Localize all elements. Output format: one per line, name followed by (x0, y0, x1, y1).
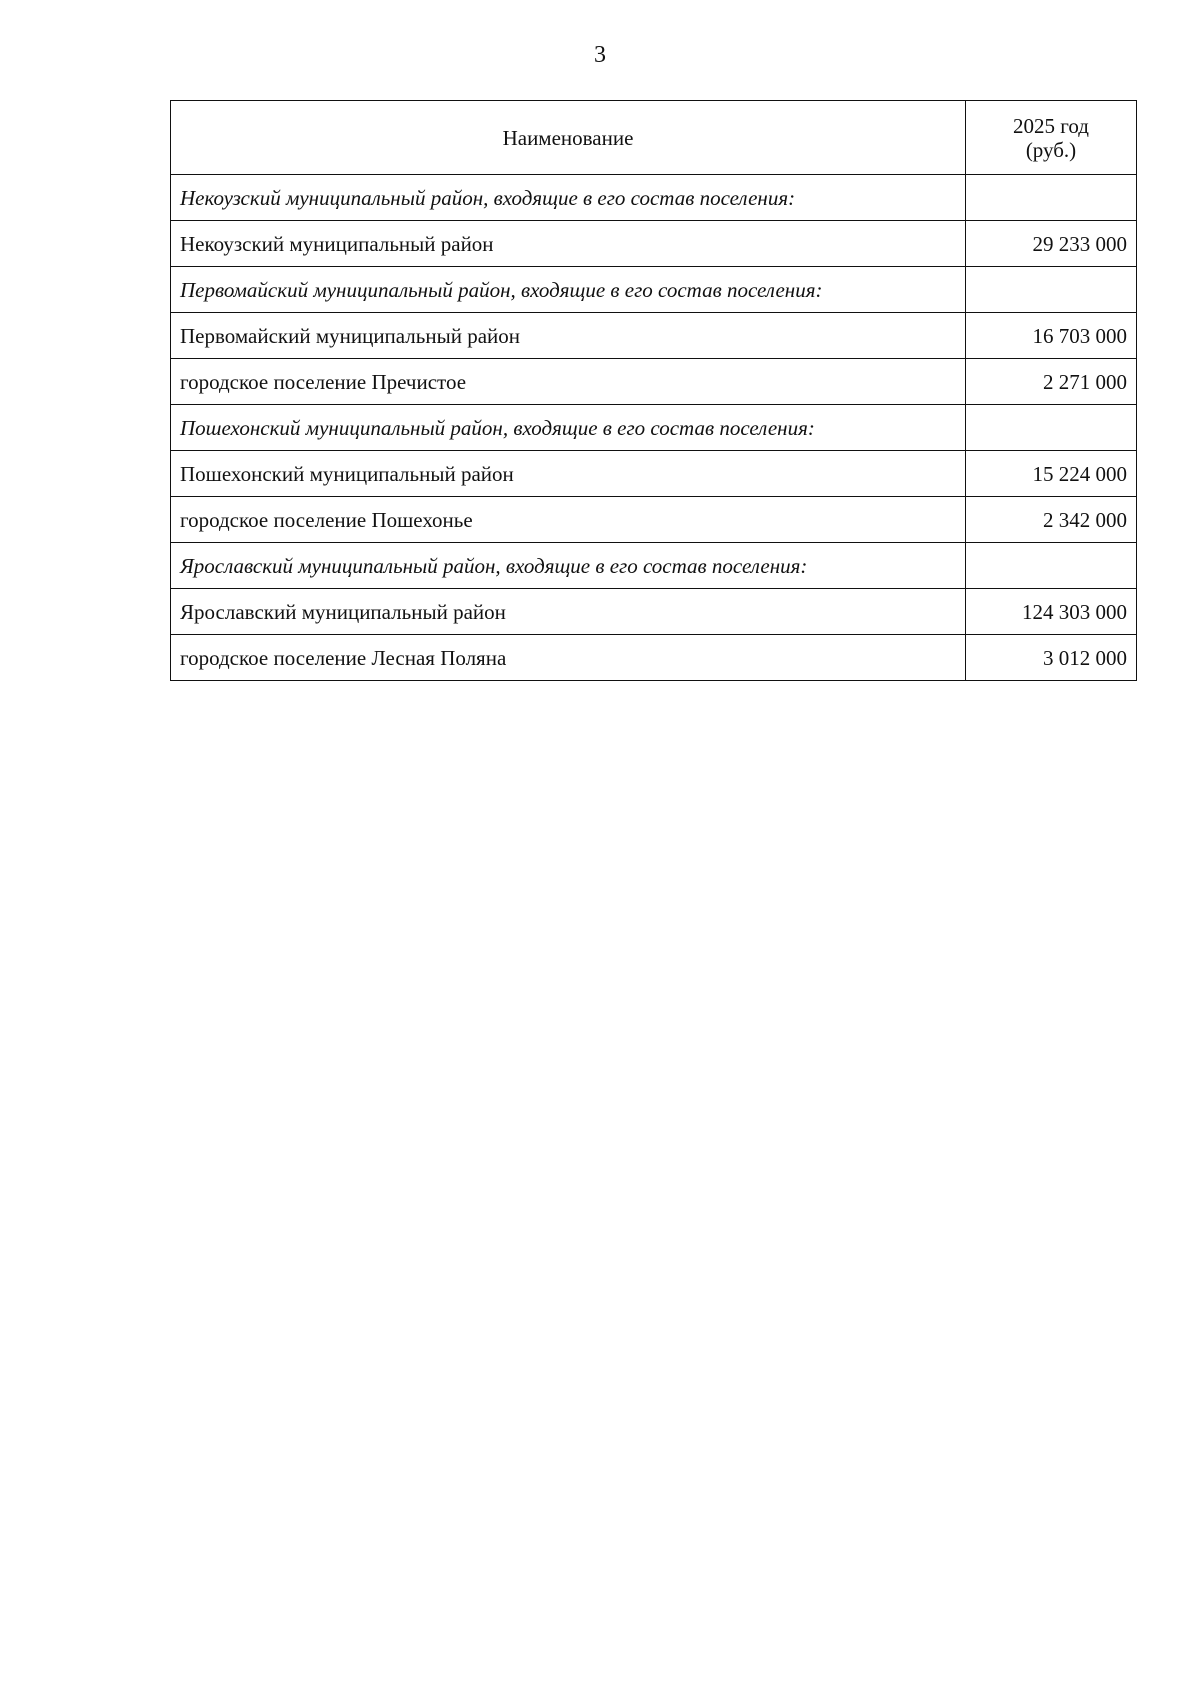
row-amount: 29 233 000 (966, 221, 1137, 267)
row-amount (966, 405, 1137, 451)
row-name: Первомайский муниципальный район (171, 313, 966, 359)
row-name: Ярославский муниципальный район (171, 589, 966, 635)
row-amount: 3 012 000 (966, 635, 1137, 681)
row-name: городское поселение Пречистое (171, 359, 966, 405)
row-amount: 124 303 000 (966, 589, 1137, 635)
row-amount (966, 175, 1137, 221)
page-number: 3 (594, 42, 606, 68)
row-name: Пошехонский муниципальный район (171, 451, 966, 497)
row-name: Некоузский муниципальный район, входящие в его состав поселения: (171, 175, 966, 221)
table-row-group (171, 175, 1137, 221)
row-name: городское поселение Лесная Поляна (171, 635, 966, 681)
row-name: городское поселение Пошехонье (171, 497, 966, 543)
column-header-year: 2025 год (1013, 113, 1089, 138)
row-amount (966, 267, 1137, 313)
row-amount: 2 271 000 (966, 359, 1137, 405)
table-row-group (171, 267, 1137, 313)
row-amount: 16 703 000 (966, 313, 1137, 359)
row-name: Пошехонский муниципальный район, входящие в его состав поселения: (171, 405, 966, 451)
table-row (171, 359, 1137, 405)
table-row (171, 451, 1137, 497)
table-row-group (171, 543, 1137, 589)
table-row (171, 221, 1137, 267)
row-name: Первомайский муниципальный район, входящие в его состав поселения: (171, 267, 966, 313)
row-amount: 2 342 000 (966, 497, 1137, 543)
row-amount (966, 543, 1137, 589)
table-row (171, 635, 1137, 681)
table-header-row (171, 101, 1137, 175)
table-row (171, 589, 1137, 635)
row-amount: 15 224 000 (966, 451, 1137, 497)
row-name: Ярославский муниципальный район, входящие в его состав поселения: (171, 543, 966, 589)
table-row-group (171, 405, 1137, 451)
table-row (171, 313, 1137, 359)
column-header-amount (966, 101, 1137, 175)
budget-table (170, 100, 1137, 681)
row-name: Некоузский муниципальный район (171, 221, 966, 267)
table-row (171, 497, 1137, 543)
column-header-unit: (руб.) (1025, 137, 1077, 162)
column-header-name: Наименование (171, 101, 966, 175)
